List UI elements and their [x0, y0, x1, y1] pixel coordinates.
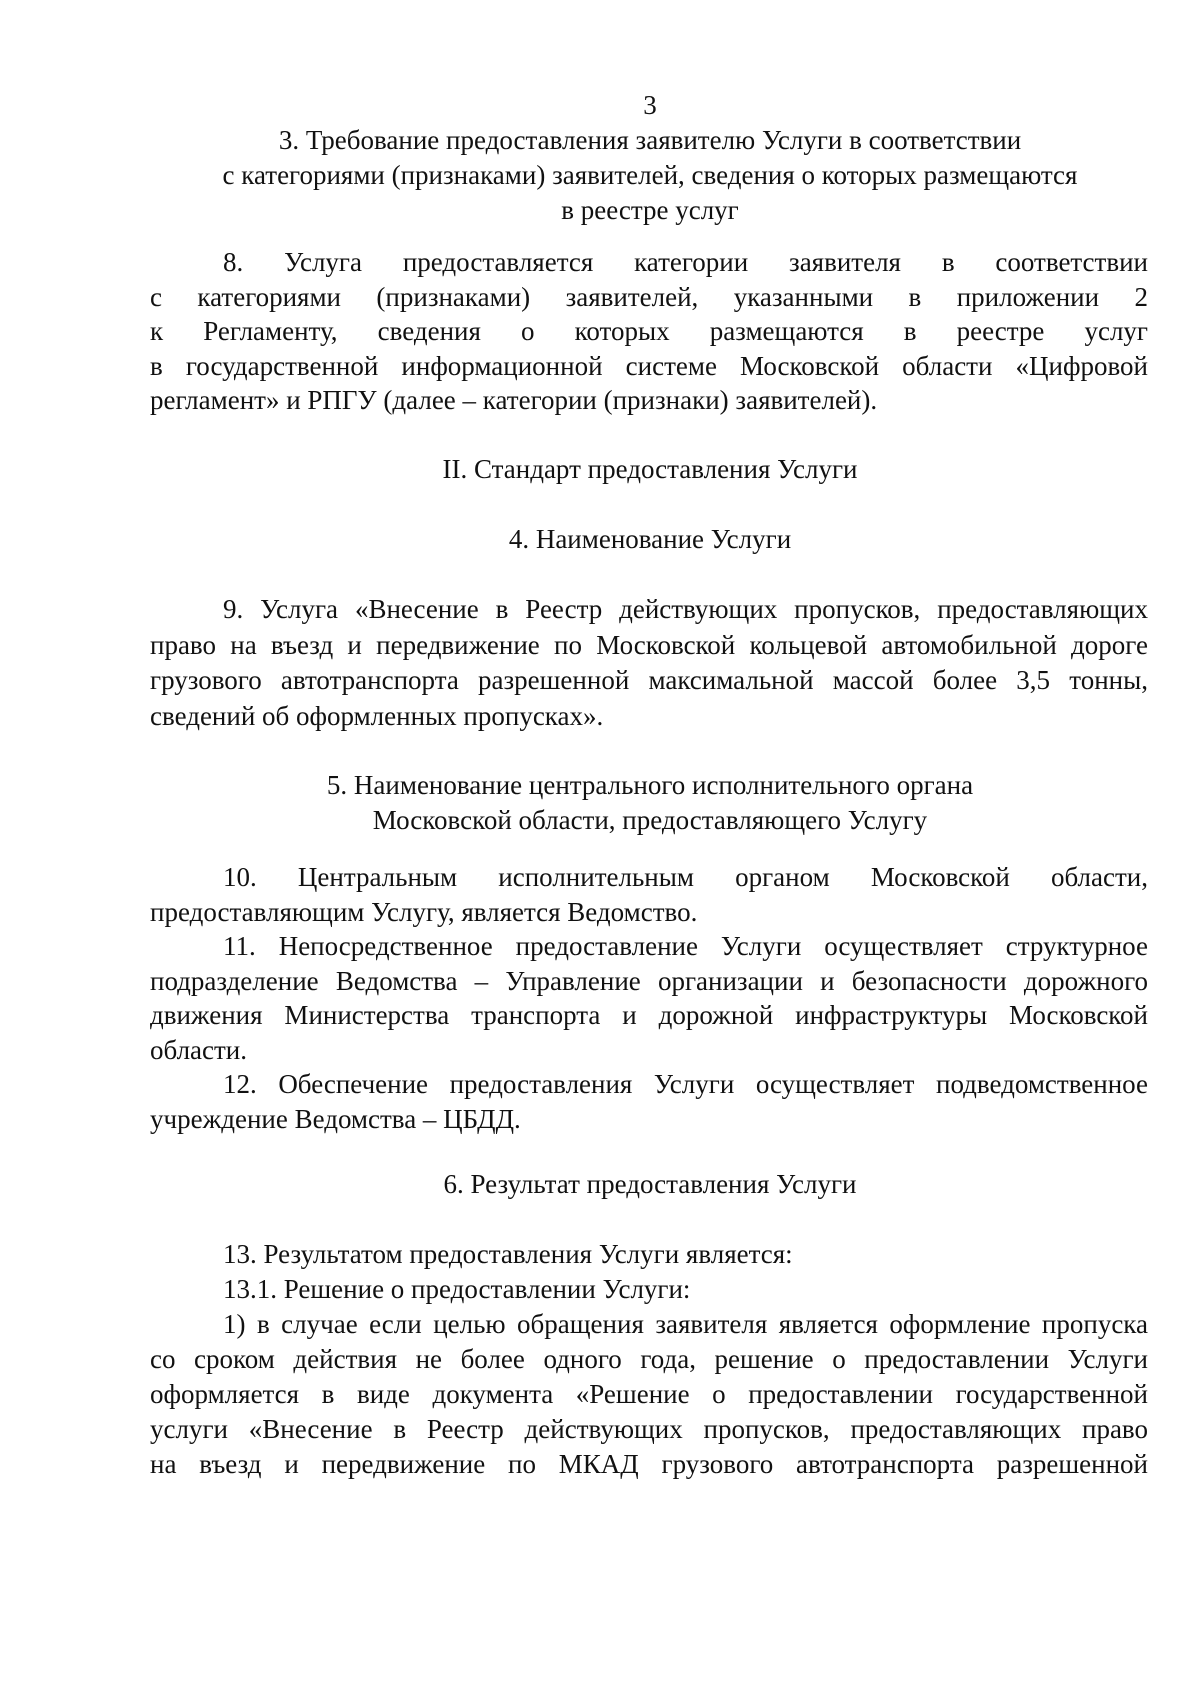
heading-line: 6. Результат предоставления Услуги: [443, 1169, 857, 1199]
heading-line: 3. Требование предоставления заявителю Услуги в соответствии: [278, 125, 1022, 155]
paragraph-10: [150, 860, 1148, 929]
paragraph-line: оформляется в виде документа «Решение о предоставлении государственной: [150, 1379, 1148, 1409]
paragraph-8: [150, 245, 1148, 418]
paragraph-9: [150, 592, 1148, 734]
heading-line: 4. Наименование Услуги: [508, 524, 792, 554]
section-3-heading: [150, 123, 1150, 228]
paragraph-line: со сроком действия не более одного года, решение о предоставлении Услуги: [150, 1344, 1148, 1374]
paragraph-line: учреждение Ведомства – ЦБДД.: [150, 1103, 521, 1134]
paragraph-line: грузового автотранспорта разрешенной максимальной массой более 3,5 тонны,: [150, 665, 1148, 695]
paragraph-line: 12. Обеспечение предоставления Услуги осуществляет подведомственное: [223, 1069, 1148, 1099]
paragraph-line: предоставляющим Услугу, является Ведомство.: [150, 896, 698, 927]
paragraph-line: услуги «Внесение в Реестр действующих пропусков, предоставляющих право: [150, 1414, 1148, 1444]
paragraph-12: [150, 1067, 1148, 1136]
paragraph-line: регламент» и РПГУ (далее – категории (признаки) заявителей).: [150, 385, 878, 415]
paragraph-line: 10. Центральным исполнительным органом Московской области,: [223, 862, 1148, 892]
heading-line: 5. Наименование центрального исполнительного органа: [326, 770, 974, 800]
section-6-heading: [150, 1167, 1150, 1202]
paragraph-11: [150, 929, 1148, 1067]
section-5-heading: [150, 768, 1150, 838]
paragraph-line: 11. Непосредственное предоставление Услуги осуществляет структурное: [223, 931, 1148, 961]
paragraph-line: 8. Услуга предоставляется категории заявителя в соответствии: [223, 247, 1148, 277]
paragraph-line: области.: [150, 1034, 248, 1065]
paragraph-line: на въезд и передвижение по МКАД грузового автотранспорта разрешенной: [150, 1449, 1148, 1479]
paragraph-line: с категориями (признаками) заявителей, указанными в приложении 2: [150, 281, 1148, 312]
heading-line: Московской области, предоставляющего Услугу: [372, 805, 928, 835]
paragraph-line: сведений об оформленных пропусках».: [150, 700, 604, 731]
paragraph-13-1: [150, 1272, 1148, 1307]
heading-line: II. Стандарт предоставления Услуги: [442, 454, 858, 484]
paragraph-line: подразделение Ведомства – Управление организации и безопасности дорожного: [150, 965, 1148, 996]
paragraph-line: 13. Результатом предоставления Услуги является:: [223, 1239, 793, 1269]
paragraph-line: 1) в случае если целью обращения заявителя является оформление пропуска: [223, 1309, 1148, 1339]
heading-line: с категориями (признаками) заявителей, сведения о которых размещаются: [222, 160, 1078, 190]
paragraph-line: движения Министерства транспорта и дорожной инфраструктуры Московской: [150, 1000, 1148, 1030]
paragraph-line: в государственной информационной системе Московской области «Цифровой: [150, 350, 1148, 381]
page-number: 3: [643, 90, 657, 120]
paragraph-line: 13.1. Решение о предоставлении Услуги:: [223, 1274, 691, 1304]
paragraph-13-1-item-1: [150, 1307, 1148, 1482]
part-2-heading: [150, 452, 1150, 487]
paragraph-line: к Регламенту, сведения о которых размещаются в реестре услуг: [150, 316, 1148, 346]
paragraph-line: право на въезд и передвижение по Московской кольцевой автомобильной дороге: [150, 629, 1148, 660]
paragraph-line: 9. Услуга «Внесение в Реестр действующих пропусков, предоставляющих: [223, 594, 1148, 624]
section-4-heading: [150, 522, 1150, 557]
heading-line: в реестре услуг: [561, 195, 739, 225]
paragraph-13: [150, 1237, 1148, 1272]
